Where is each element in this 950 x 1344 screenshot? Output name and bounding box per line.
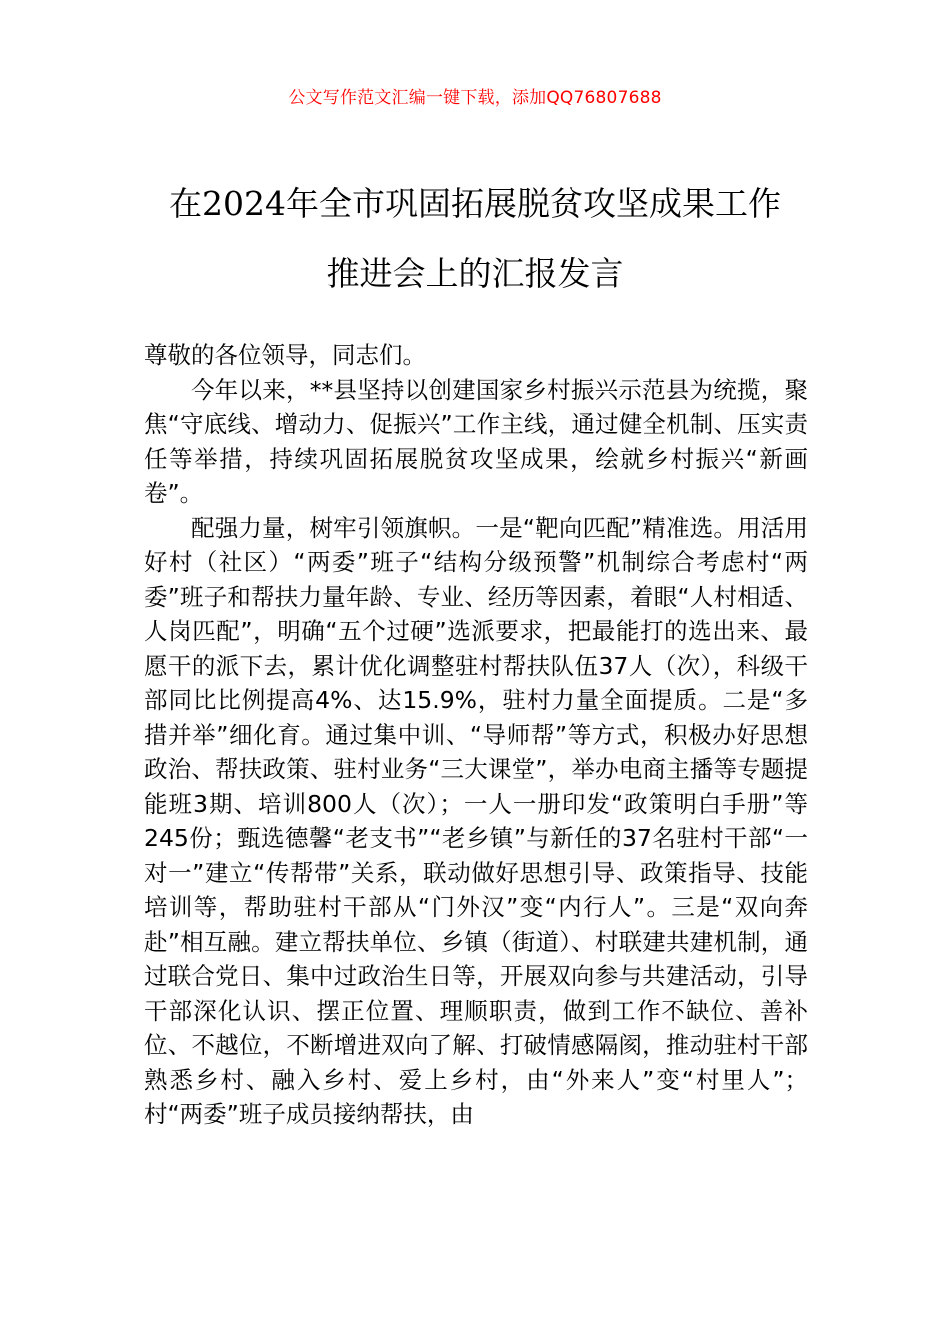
document-title-line-2: 推进会上的汇报发言: [326, 254, 624, 293]
document-title-line-1: 在2024年全市巩固拓展脱贫攻坚成果工作: [169, 184, 781, 223]
paragraph-strengthen-forces: 配强力量，树牢引领旗帜。一是“靶向匹配”精准选。用活用好村（社区）“两委”班子“结构分级预警”机制综合考虑村“两委”班子和帮扶力量年龄、专业、经历等因素，着眼“人村相适、人岗匹配”，明确“五个过硬”选派要求，把最能打的选出来、最愿干的派下去，累计优化调整驻村帮扶队伍37人（次），科级干部同比比例提高4%、达15.9%，驻村力量全面提质。二是“多措并举”细化育。通过集中训、“导师帮”等方式，积极办好思想政治、帮扶政策、驻村业务“三大课堂”，举办电商主播等专题提能班3期、培训800人（次）；一人一册印发“政策明白手册”等245份；甄选德馨“老支书”“老乡镇”与新任的37名驻村干部“一对一”建立“传帮带”关系，联动做好思想引导、政策指导、技能培训等，帮助驻村干部从“门外汉”变“内行人”。三是“双向奔赴”相互融。建立帮扶单位、乡镇（街道）、村联建共建机制，通过联合党日、集中过政治生日等，开展双向参与共建活动，引导干部深化认识、摆正位置、理顺职责，做到工作不缺位、善补位、不越位，不断增进双向了解、打破情感隔阂，推动驻村干部熟悉乡村、融入乡村、爱上乡村，由“外来人”变“村里人”；村“两委”班子成员接纳帮扶，由: [144, 513, 808, 1128]
paragraph-intro: 今年以来，**县坚持以创建国家乡村振兴示范县为统揽，聚焦“守底线、增动力、促振兴”工作主线，通过健全机制、压实责任等举措，持续巩固拓展脱贫攻坚成果，绘就乡村振兴“新画卷”。: [144, 375, 808, 507]
document-body: [144, 338, 808, 1132]
download-banner[interactable]: 公文写作范文汇编一键下载，添加QQ76807688: [288, 88, 662, 108]
salutation: 尊敬的各位领导，同志们。: [144, 341, 426, 369]
